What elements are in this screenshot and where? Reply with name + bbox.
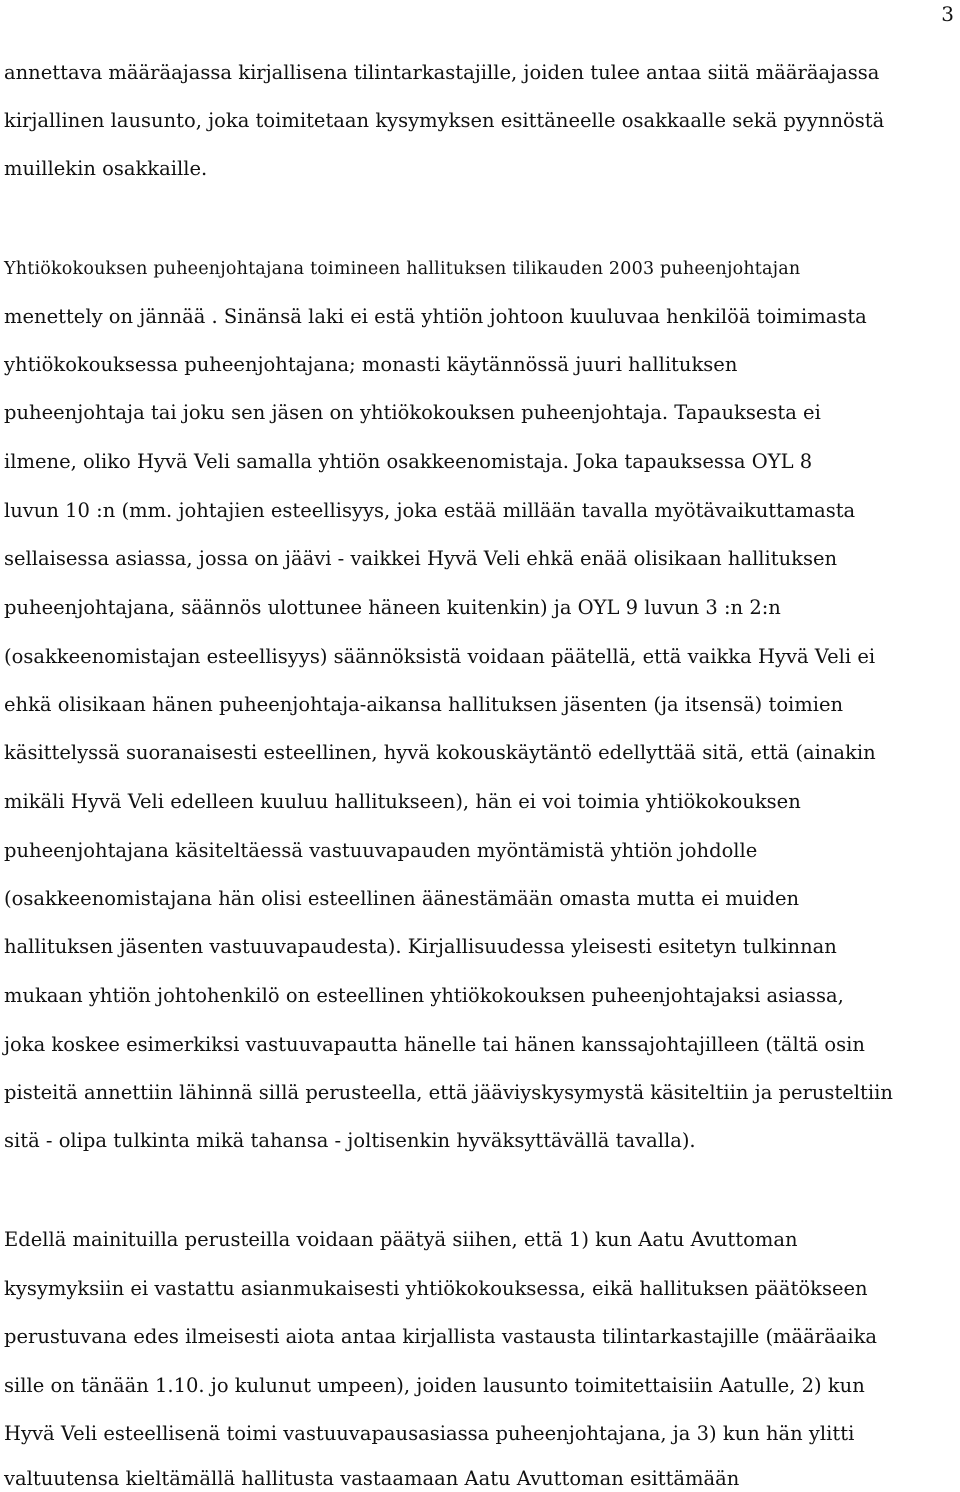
paragraph-2-line-5: ilmene, oliko Hyvä Veli samalla yhtiön osakkeenomistaja. Joka tapauksessa OYL 8 [4, 450, 813, 473]
paragraph-2-line-13: puheenjohtajana käsiteltäessä vastuuvapauden myöntämistä yhtiön johdolle [4, 839, 758, 862]
paragraph-2-line-6: luvun 10 :n (mm. johtajien esteellisyys, joka estää millään tavalla myötävaikuttamasta [4, 499, 856, 522]
paragraph-2-line-19: sitä - olipa tulkinta mikä tahansa - joltisenkin hyväksyttävällä tavalla). [4, 1129, 696, 1152]
paragraph-2-line-2: menettely on jännää . Sinänsä laki ei estä yhtiön johtoon kuuluvaa henkilöä toimimasta [4, 305, 867, 328]
paragraph-2-line-1: Yhtiökokouksen puheenjohtajana toimineen hallituksen tilikauden 2003 puheenjohtajan [4, 259, 801, 279]
paragraph-2-line-7: sellaisessa asiassa, jossa on jäävi - vaikkei Hyvä Veli ehkä enää olisikaan hallituksen [4, 547, 838, 570]
paragraph-2-line-14: (osakkeenomistajana hän olisi esteellinen äänestämään omasta mutta ei muiden [4, 887, 800, 910]
paragraph-2-line-11: käsittelyssä suoranaisesti esteellinen, hyvä kokouskäytäntö edellyttää sitä, että (ainakin [4, 741, 876, 764]
paragraph-3-line-5: Hyvä Veli esteellisenä toimi vastuuvapausasiassa puheenjohtajana, ja 3) kun hän ylitti [4, 1422, 855, 1445]
paragraph-3-line-1: Edellä mainituilla perusteilla voidaan päätyä siihen, että 1) kun Aatu Avuttoman [4, 1228, 798, 1251]
paragraph-3-line-6: valtuutensa kieltämällä hallitusta vastaamaan Aatu Avuttoman esittämään [4, 1467, 740, 1490]
paragraph-2-line-18: pisteitä annettiin lähinnä sillä perusteella, että jääviyskysymystä käsiteltiin ja perusteltiin [4, 1081, 893, 1104]
paragraph-2-line-9: (osakkeenomistajan esteellisyys) säännöksistä voidaan päätellä, että vaikka Hyvä Veli ei [4, 645, 876, 668]
paragraph-2-line-4: puheenjohtaja tai joku sen jäsen on yhtiökokouksen puheenjohtaja. Tapauksesta ei [4, 401, 821, 424]
paragraph-2-line-16: mukaan yhtiön johtohenkilö on esteellinen yhtiökokouksen puheenjohtajaksi asiassa, [4, 984, 844, 1007]
paragraph-2-line-17: joka koskee esimerkiksi vastuuvapautta hänelle tai hänen kanssajohtajilleen (tältä osin [4, 1033, 865, 1056]
paragraph-2-line-15: hallituksen jäsenten vastuuvapaudesta). Kirjallisuudessa yleisesti esitetyn tulkinnan [4, 935, 837, 958]
paragraph-1-line-3: muillekin osakkaille. [4, 157, 208, 180]
paragraph-2-line-8: puheenjohtajana, säännös ulottunee häneen kuitenkin) ja OYL 9 luvun 3 :n 2:n [4, 596, 781, 619]
paragraph-2-line-10: ehkä olisikaan hänen puheenjohtaja-aikansa hallituksen jäsenten (ja itsensä) toimien [4, 693, 844, 716]
paragraph-3-line-4: sille on tänään 1.10. jo kulunut umpeen), joiden lausunto toimitettaisiin Aatulle, 2) kun [4, 1374, 865, 1397]
paragraph-3-line-2: kysymyksiin ei vastattu asianmukaisesti yhtiökokouksessa, eikä hallituksen päätökseen [4, 1277, 868, 1300]
paragraph-3-line-3: perustuvana edes ilmeisesti aiota antaa kirjallista vastausta tilintarkastajille (määräaika [4, 1325, 878, 1348]
paragraph-2-line-3: yhtiökokouksessa puheenjohtajana; monasti käytännössä juuri hallituksen [4, 353, 738, 376]
page-number: 3 [941, 2, 954, 26]
paragraph-1-line-2: kirjallinen lausunto, joka toimitetaan kysymyksen esittäneelle osakkaalle sekä pyynnöstä [4, 109, 885, 132]
paragraph-1-line-1: annettava määräajassa kirjallisena tilintarkastajille, joiden tulee antaa siitä määräajassa [4, 61, 880, 84]
paragraph-2-line-12: mikäli Hyvä Veli edelleen kuuluu hallitukseen), hän ei voi toimia yhtiökokouksen [4, 790, 801, 813]
